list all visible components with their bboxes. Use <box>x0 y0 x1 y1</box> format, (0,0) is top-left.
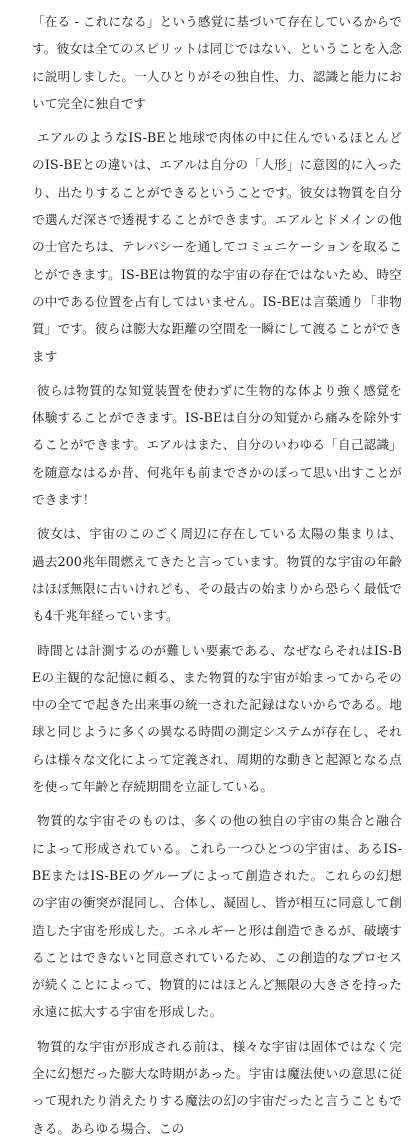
paragraph-1: 「在る - これになる」という感覚に基づいて存在しているからです。彼女は全てのスピリットは同じではない、ということを入念に説明しました。一人ひとりがその独自性、力、認識と能力において完全に独自です <box>32 14 402 111</box>
paragraph-7: 物質的な宇宙が形成される前は、様々な宇宙は固体ではなく完全に幻想だった膨大な時期があった。宇宙は魔法使いの意思に従って現れたり消えたりする魔法の幻の宇宙だったと言うこともできる。あらゆる場合、この <box>32 1038 402 1136</box>
paragraph-2: エアルのようなIS-BEと地球で肉体の中に住んでいるほとんどのIS-BEとの違いは、エアルは自分の「人形」に意図的に入ったり、出たりすることができるということです。彼女は物質を自分で選んだ深さで透視することができます。エアルとドメインの他の士官たちは、テレパシーを通してコミュニケーションを取ることができます。IS-BEは物質的な宇宙の存在ではないため、時空の中である位置を占有してはいません。IS-BEは言葉通り「非物質」です。彼らは膨大な距離の空間を一瞬にして渡ることができます <box>32 130 402 364</box>
paragraph-3: 彼らは物質的な知覚装置を使わずに生物的な体より強く感覚を体験することができます。IS-BEは自分の知覚から痛みを除外することができます。エアルはまた、自分のいわゆる「自己認識」を随意なはるか昔、何兆年も前までさかのぼって思い出すことができます！ <box>32 382 402 508</box>
paragraph-5: 時間とは計測するのが難しい要素である、なぜならそれはIS-BEの主観的な記憶に頼る、また物質的な宇宙が始まってからその中の全てで起きた出来事の統一された記録はないからである。地球と同じように多くの異なる時間の測定システムが存在し、それらは様々な文化によって定義され、周期的な動きと起源となる点を使って年齢と存続期間を立証している。 <box>32 642 402 795</box>
paragraph-4: 彼女は、宇宙のこのごく周辺に存在している太陽の集まりは、過去200兆年間燃えてきたと言っています。物質的な宇宙の年齢はほぼ無限に古いけれども、その最古の始まりから恐らく最低でも4千兆年経っています。 <box>32 526 402 624</box>
paragraph-6: 物質的な宇宙そのものは、多くの他の独自の宇宙の集合と融合によって形成されている。これら一つひとつの宇宙は、あるIS-BEまたはIS-BEのグループによって創造された。これらの幻想の宇宙の衝突が混同し、合体し、凝固し、皆が相互に同意して創造した宇宙を形成した。エネルギーと形は創造できるが、破壊することはできないと同意されているため、この創造的なプロセスが続くことによって、物質的にはほとんど無限の大きさを持った永遠に拡大する宇宙を形成した。 <box>32 813 402 1020</box>
